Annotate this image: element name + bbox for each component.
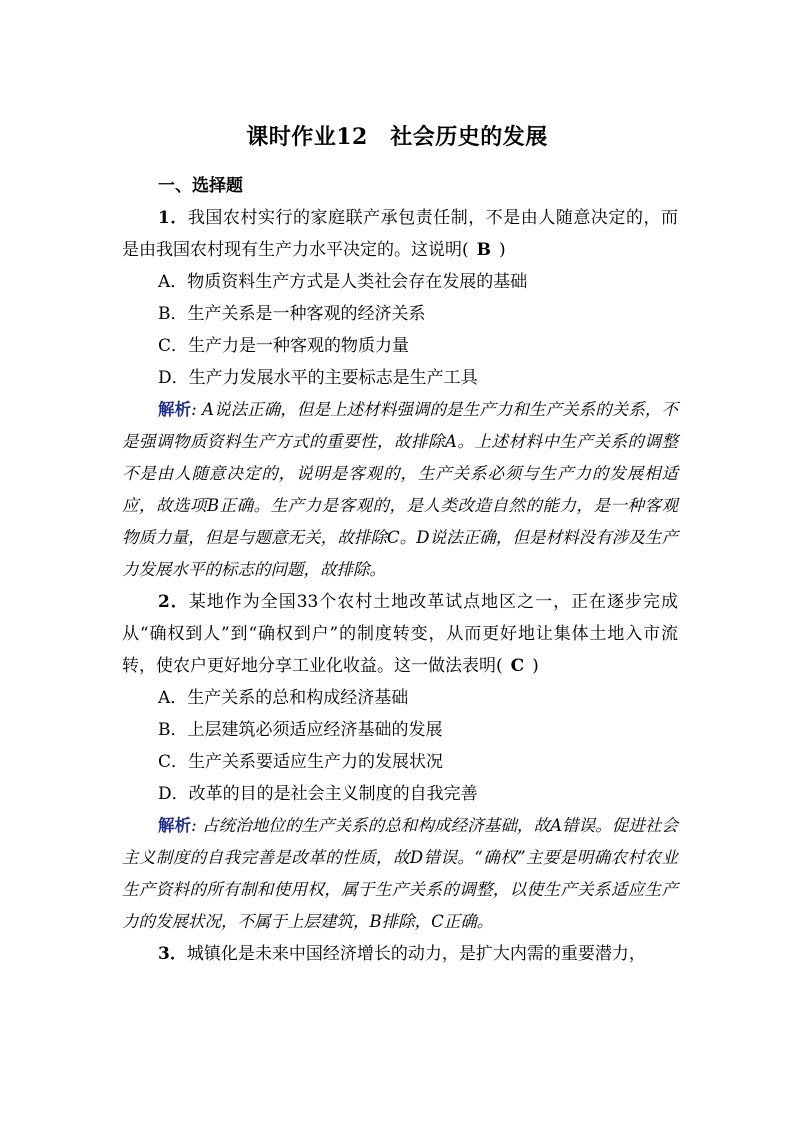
question-paren-close: ) <box>532 656 539 676</box>
question-number: 1． <box>158 208 188 228</box>
question-3-stem <box>122 938 678 970</box>
question-text: 我国农村实行的家庭联产承包责任制，不是由人随意决定的，而是由我国农村现有生产力水平决定的。这说明( <box>122 208 678 260</box>
question-text: 城镇化是未来中国经济增长的动力，是扩大内需的重要潜力， <box>186 944 646 964</box>
question-number: 2． <box>158 592 189 612</box>
option-c: C．生产关系要适应生产力的发展状况 <box>158 752 444 772</box>
question-text: 某地作为全国33个农村土地改革试点地区之一，正在逐步完成从“确权到人”到“确权到户”的制度转变，从而更好地让集体土地入市流转，使农户更好地分享工业化收益。这一做法表明( <box>122 592 678 676</box>
page-title: 课时作业12 社会历史的发展 <box>246 124 548 150</box>
question-2-stem <box>122 586 678 682</box>
option-b: B．上层建筑必须适应经济基础的发展 <box>158 720 443 740</box>
answer-letter: B <box>476 240 492 260</box>
section-heading: 一、选择题 <box>158 176 243 196</box>
analysis-label: 解析 <box>158 400 192 419</box>
option-a: A．生产关系的总和构成经济基础 <box>158 688 409 708</box>
analysis-label: 解析 <box>158 816 192 835</box>
question-1-stem <box>122 202 678 266</box>
option-d: D．改革的目的是社会主义制度的自我完善 <box>158 784 478 804</box>
question-paren-close: ) <box>499 240 506 260</box>
analysis-1 <box>122 394 678 586</box>
option-a: A．物质资料生产方式是人类社会存在发展的基础 <box>158 272 528 292</box>
analysis-2 <box>122 810 678 938</box>
document-body <box>122 170 678 970</box>
option-d: D．生产力发展水平的主要标志是生产工具 <box>158 368 478 388</box>
question-number: 3． <box>158 944 187 964</box>
option-b: B．生产关系是一种客观的经济关系 <box>158 304 426 324</box>
analysis-text: : A说法正确，但是上述材料强调的是生产力和生产关系的关系，不是强调物质资料生产方式的重要性，故排除A。上述材料中生产关系的调整不是由人随意决定的，说明是客观的，生产关系必须与生产力的发展相适应，故选项B正确。生产力是客观的，是人类改造自然的能力，是一种客观物质力量，但是与题意无关，故排除C。D说法正确，但是材料没有涉及生产力发展水平的标志的问题，故排除。 <box>122 400 678 579</box>
answer-letter: C <box>510 656 525 676</box>
analysis-text: : 占统治地位的生产关系的总和构成经济基础，故A错误。促进社会主义制度的自我完善是改革的性质，故D错误。“确权”主要是明确农村农业生产资料的所有制和使用权，属于生产关系的调整，以使生产关系适应生产力的发展状况，不属于上层建筑，B排除，C正确。 <box>122 816 678 931</box>
option-c: C．生产力是一种客观的物质力量 <box>158 336 410 356</box>
